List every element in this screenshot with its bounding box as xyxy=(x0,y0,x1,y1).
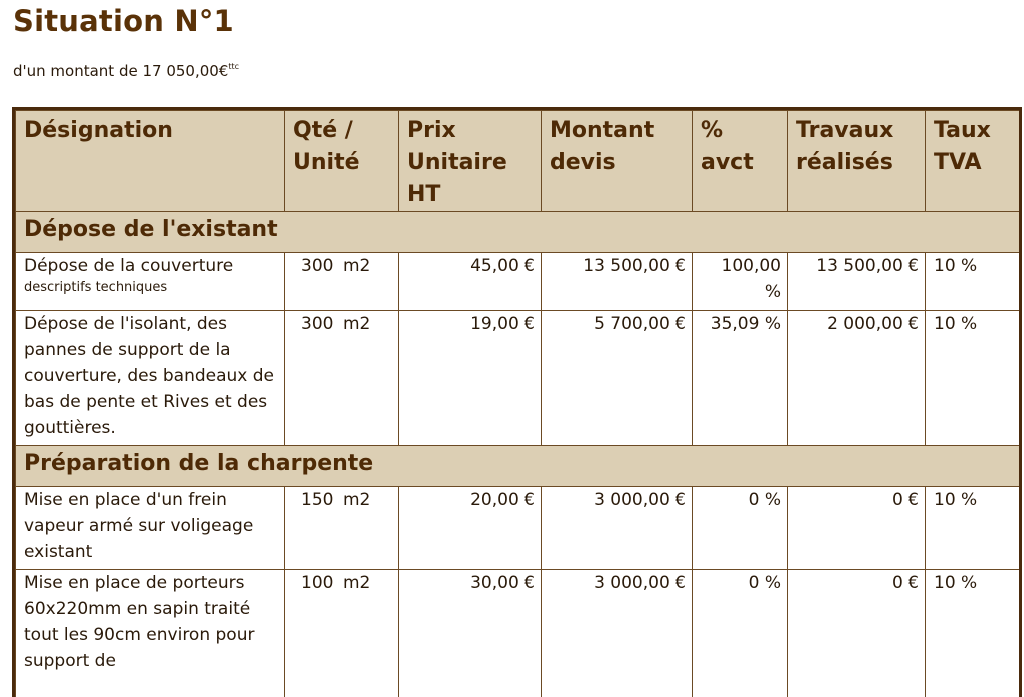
subtitle-suffix: ttc xyxy=(228,62,239,71)
table-row xyxy=(16,253,1020,311)
invoice-table-frame xyxy=(12,107,1022,697)
qty-value: 150 xyxy=(301,487,343,513)
row-designation xyxy=(16,253,285,311)
section-row xyxy=(16,212,1020,253)
qty-unit: m2 xyxy=(343,573,370,593)
header-unit-price: Prix Unitaire HT xyxy=(399,111,542,212)
row-amount: 3 000,00 € xyxy=(542,570,693,697)
header-amount: Montant devis xyxy=(542,111,693,212)
designation-note: descriptifs techniques xyxy=(24,279,278,296)
invoice-table xyxy=(15,110,1020,697)
row-done: 0 € xyxy=(788,570,926,697)
row-amount: 5 700,00 € xyxy=(542,311,693,446)
row-amount: 13 500,00 € xyxy=(542,253,693,311)
qty-value: 300 xyxy=(301,311,343,337)
header-qty: Qté / Unité xyxy=(285,111,399,212)
section-title: Préparation de la charpente xyxy=(16,446,1020,487)
header-vat: Taux TVA xyxy=(926,111,1020,212)
header-row xyxy=(16,111,1020,212)
subtitle-amount: d'un montant de 17 050,00€ xyxy=(13,62,228,80)
row-vat: 10 % xyxy=(926,311,1020,446)
row-done: 0 € xyxy=(788,487,926,570)
row-progress: 35,09 % xyxy=(693,311,788,446)
table-row xyxy=(16,487,1020,570)
qty-value: 300 xyxy=(301,253,343,279)
section-title: Dépose de l'existant xyxy=(16,212,1020,253)
header-done: Travaux réalisés xyxy=(788,111,926,212)
row-qty xyxy=(285,253,399,311)
row-progress: 100,00 % xyxy=(693,253,788,311)
table-row xyxy=(16,570,1020,697)
row-done: 13 500,00 € xyxy=(788,253,926,311)
row-qty xyxy=(285,311,399,446)
qty-unit: m2 xyxy=(343,490,370,510)
qty-unit: m2 xyxy=(343,256,370,276)
header-designation: Désignation xyxy=(16,111,285,212)
row-designation: Mise en place d'un frein vapeur armé sur voligeage existant xyxy=(16,487,285,570)
designation-text: Dépose de la couverture xyxy=(24,256,233,276)
row-vat: 10 % xyxy=(926,487,1020,570)
page-title: Situation N°1 xyxy=(13,4,234,38)
row-qty xyxy=(285,570,399,697)
qty-unit: m2 xyxy=(343,314,370,334)
row-done: 2 000,00 € xyxy=(788,311,926,446)
row-vat: 10 % xyxy=(926,253,1020,311)
subtitle xyxy=(13,62,239,80)
row-unit-price: 20,00 € xyxy=(399,487,542,570)
row-qty xyxy=(285,487,399,570)
row-unit-price: 45,00 € xyxy=(399,253,542,311)
qty-value: 100 xyxy=(301,570,343,596)
row-progress: 0 % xyxy=(693,570,788,697)
row-amount: 3 000,00 € xyxy=(542,487,693,570)
row-vat: 10 % xyxy=(926,570,1020,697)
header-progress: % avct xyxy=(693,111,788,212)
row-designation: Dépose de l'isolant, des pannes de support de la couverture, des bandeaux de bas de pente et Rives et des gouttières. xyxy=(16,311,285,446)
row-unit-price: 30,00 € xyxy=(399,570,542,697)
row-designation: Mise en place de porteurs 60x220mm en sapin traité tout les 90cm environ pour support de xyxy=(16,570,285,697)
row-progress: 0 % xyxy=(693,487,788,570)
section-row xyxy=(16,446,1020,487)
table-row xyxy=(16,311,1020,446)
row-unit-price: 19,00 € xyxy=(399,311,542,446)
